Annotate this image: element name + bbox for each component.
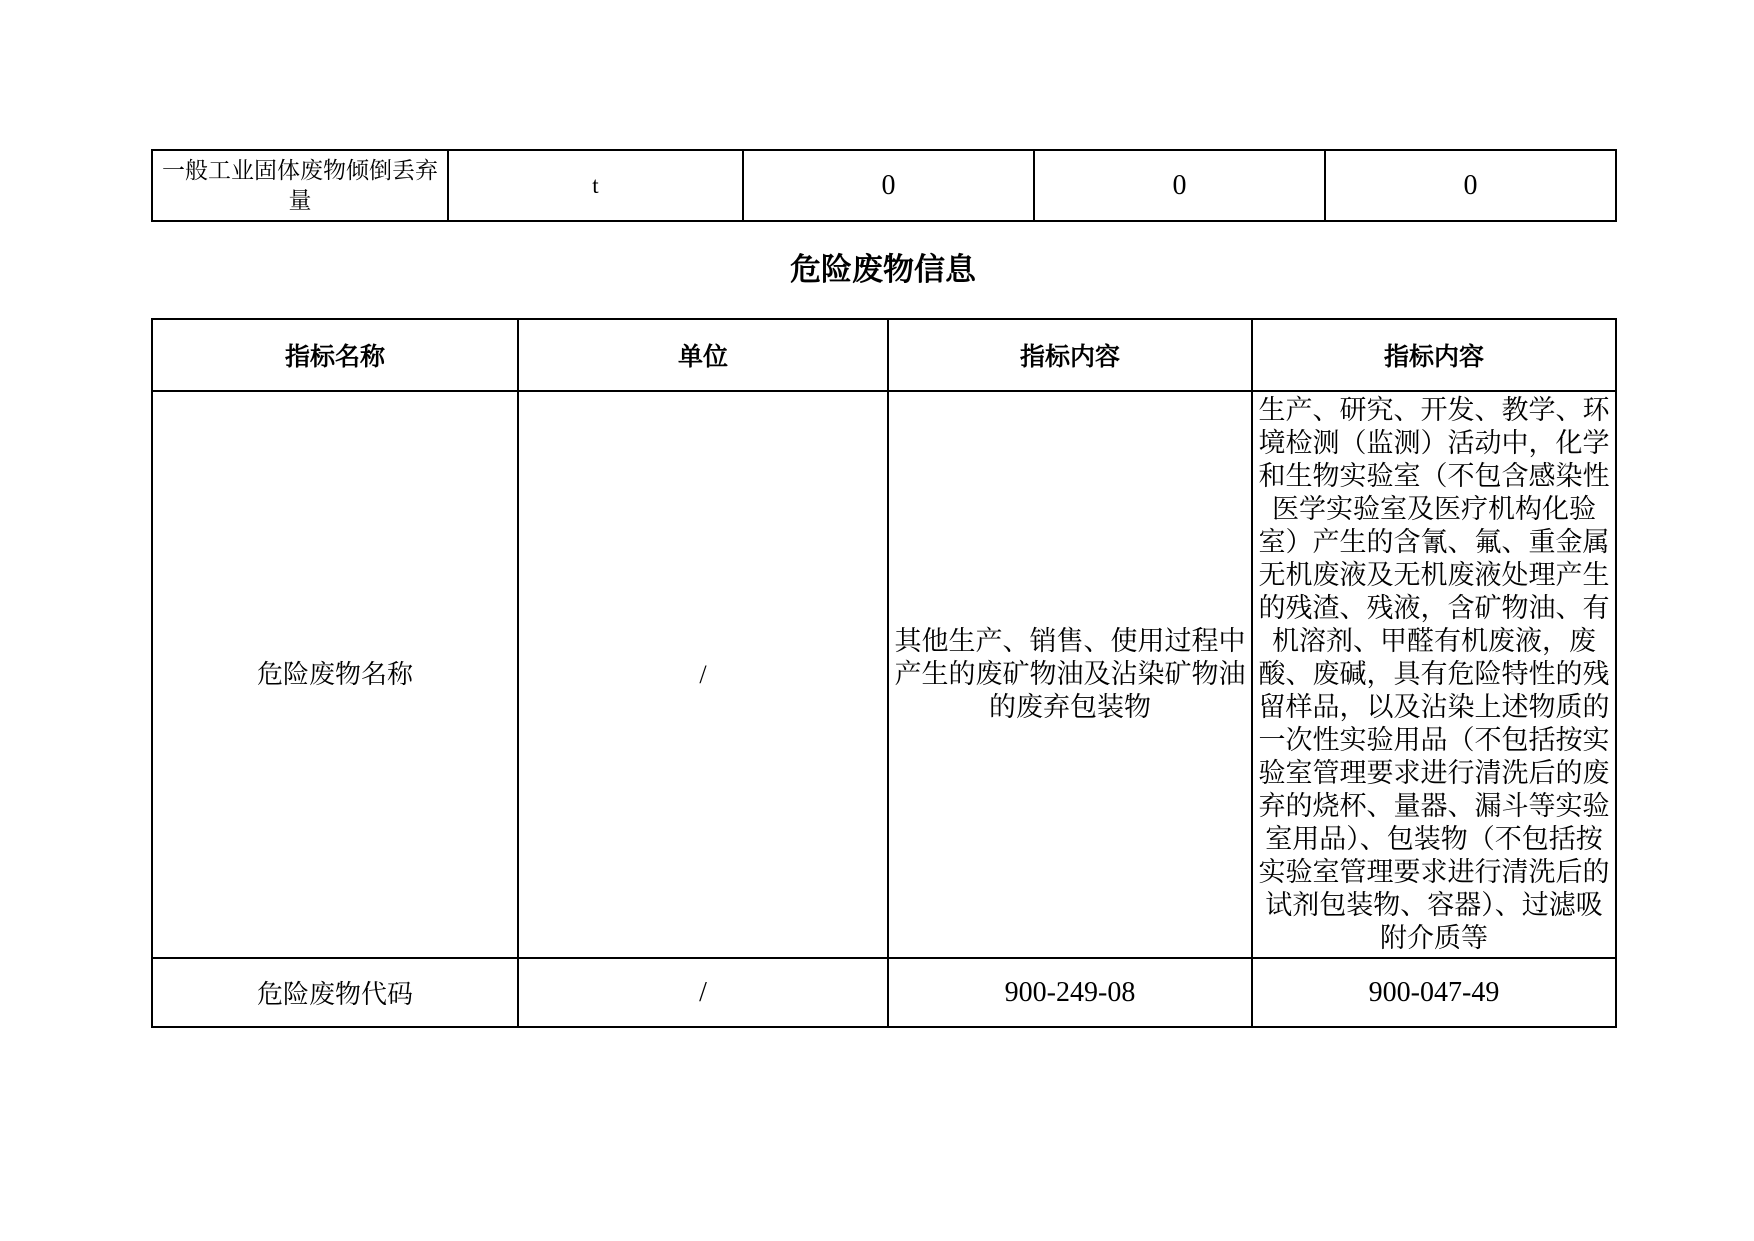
indicator-name-cell: 一般工业固体废物倾倒丢弃量: [152, 150, 448, 221]
header-row: [152, 319, 1616, 391]
hazardous-waste-table: [151, 318, 1617, 1028]
waste-name-content-2-cell: 生产、研究、开发、教学、环境检测（监测）活动中，化学和生物实验室（不包含感染性医学实验室及医疗机构化验室）产生的含氰、氟、重金属无机废液及无机废液处理产生的残渣、残液，含矿物油、有机溶剂、甲醛有机废液，废酸、废碱，具有危险特性的残留样品，以及沾染上述物质的一次性实验用品（不包括按实验室管理要求进行清洗后的废弃的烧杯、量器、漏斗等实验室用品）、包装物（不包括按实验室管理要求进行清洗后的试剂包装物、容器）、过滤吸附介质等: [1252, 391, 1616, 958]
column-header-indicator-name: 指标名称: [152, 319, 518, 391]
column-header-unit: 单位: [518, 319, 888, 391]
value-cell-3: 0: [1325, 150, 1616, 221]
value-cell-2: 0: [1034, 150, 1325, 221]
table-row: [152, 150, 1616, 221]
waste-code-label-cell: 危险废物代码: [152, 958, 518, 1027]
column-header-content-1: 指标内容: [888, 319, 1252, 391]
unit-cell: t: [448, 150, 743, 221]
page-title: 危险废物信息: [790, 252, 976, 287]
waste-name-content-1-cell: 其他生产、销售、使用过程中产生的废矿物油及沾染矿物油的废弃包装物: [888, 391, 1252, 958]
waste-code-value-2-cell: 900-047-49: [1252, 958, 1616, 1027]
general-solid-waste-table: [151, 149, 1617, 222]
waste-name-label-cell: 危险废物名称: [152, 391, 518, 958]
waste-code-value-1-cell: 900-249-08: [888, 958, 1252, 1027]
waste-code-row: [152, 958, 1616, 1027]
waste-name-row: [152, 391, 1616, 958]
column-header-content-2: 指标内容: [1252, 319, 1616, 391]
waste-name-unit-cell: /: [518, 391, 888, 958]
value-cell-1: 0: [743, 150, 1034, 221]
waste-code-unit-cell: /: [518, 958, 888, 1027]
